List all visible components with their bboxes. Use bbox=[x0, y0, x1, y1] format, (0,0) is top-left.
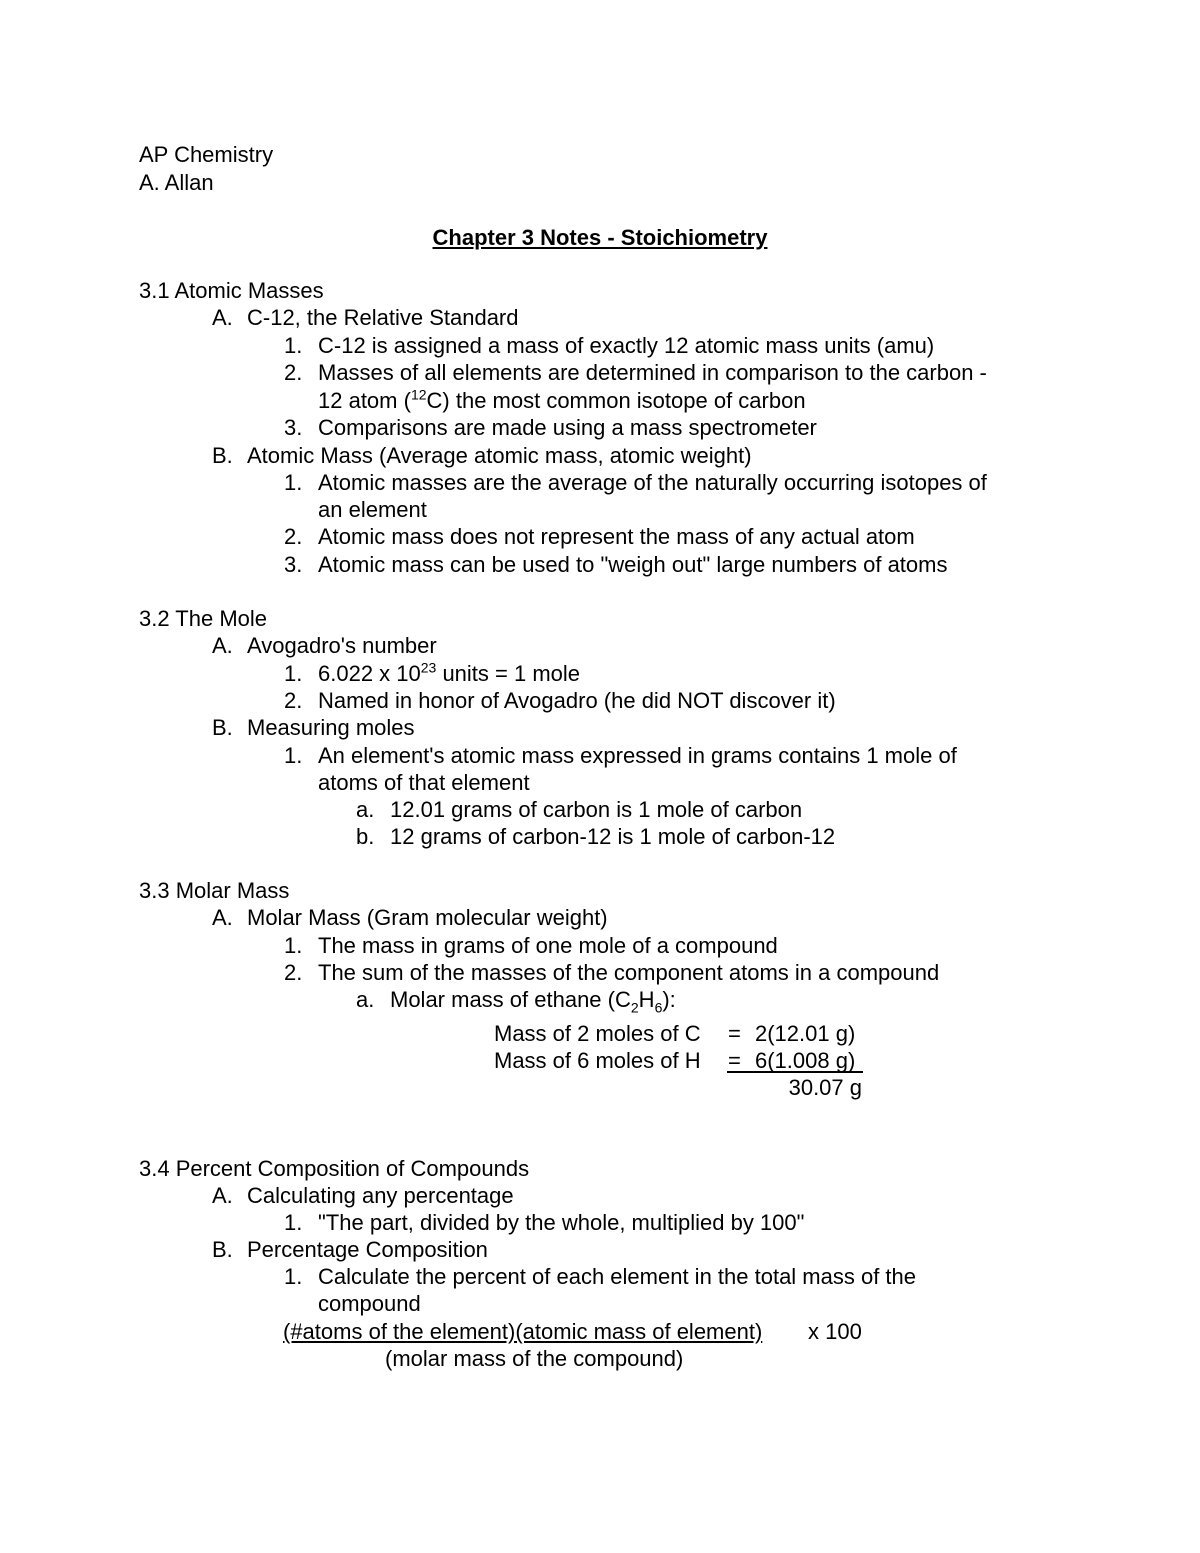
page-title: Chapter 3 Notes - Stoichiometry bbox=[432, 225, 768, 250]
list-marker: 3. bbox=[284, 415, 303, 440]
formula-denominator: (molar mass of the compound) bbox=[385, 1346, 684, 1371]
list-item-continuation: compound bbox=[318, 1291, 421, 1316]
list-item: The mass in grams of one mole of a compound bbox=[318, 933, 778, 958]
list-item: Atomic mass can be used to "weigh out" large numbers of atoms bbox=[318, 552, 948, 577]
list-marker: 1. bbox=[284, 743, 303, 768]
section-heading-3-4: 3.4 Percent Composition of Compounds bbox=[139, 1156, 530, 1181]
list-item: Percentage Composition bbox=[247, 1237, 488, 1262]
list-marker: A. bbox=[212, 633, 233, 658]
list-marker: a. bbox=[356, 987, 375, 1012]
list-marker: 2. bbox=[284, 960, 303, 985]
list-marker: A. bbox=[212, 905, 233, 930]
list-item: Calculating any percentage bbox=[247, 1183, 514, 1208]
calc-row-1-equals: = bbox=[728, 1021, 741, 1046]
exponent-superscript: 23 bbox=[420, 659, 437, 676]
list-marker: 1. bbox=[284, 470, 303, 495]
list-item-continuation: an element bbox=[318, 497, 427, 522]
list-item: Atomic Mass (Average atomic mass, atomic weight) bbox=[247, 443, 752, 468]
list-marker: 1. bbox=[284, 933, 303, 958]
calc-row-2-value: 6(1.008 g) bbox=[755, 1048, 856, 1073]
list-marker: 1. bbox=[284, 1210, 303, 1235]
list-item: C-12, the Relative Standard bbox=[247, 305, 519, 330]
list-item: Named in honor of Avogadro (he did NOT discover it) bbox=[318, 688, 836, 713]
list-item: C-12 is assigned a mass of exactly 12 atomic mass units (amu) bbox=[318, 333, 935, 358]
section-heading-3-3: 3.3 Molar Mass bbox=[139, 878, 290, 903]
calc-row-2-label: Mass of 6 moles of H bbox=[494, 1048, 701, 1073]
sum-underline bbox=[727, 1071, 863, 1073]
calc-total: 30.07 g bbox=[788, 1075, 862, 1100]
list-marker: b. bbox=[356, 824, 375, 849]
list-item: 6.022 x $10^{23}$ units = 1 mole bbox=[318, 659, 581, 686]
author-name: A. Allan bbox=[139, 170, 214, 195]
calc-row-1-label: Mass of 2 moles of C bbox=[494, 1021, 701, 1046]
list-marker: 2. bbox=[284, 688, 303, 713]
list-item-continuation: 12 atom ($^{12}$C) the most common isotope of carbon bbox=[318, 386, 806, 413]
list-marker: B. bbox=[212, 1237, 233, 1262]
list-marker: 2. bbox=[284, 524, 303, 549]
course-name: AP Chemistry bbox=[139, 142, 274, 167]
list-item: Comparisons are made using a mass spectrometer bbox=[318, 415, 817, 440]
list-item: Calculate the percent of each element in the total mass of the bbox=[318, 1264, 917, 1289]
list-item-continuation: atoms of that element bbox=[318, 770, 530, 795]
list-marker: 1. bbox=[284, 661, 303, 686]
list-marker: 2. bbox=[284, 360, 303, 385]
list-marker: B. bbox=[212, 443, 233, 468]
list-marker: A. bbox=[212, 305, 233, 330]
list-item: Measuring moles bbox=[247, 715, 415, 740]
calc-row-1-value: 2(12.01 g) bbox=[755, 1021, 856, 1046]
list-marker: a. bbox=[356, 797, 375, 822]
isotope-superscript: 12 bbox=[410, 386, 427, 403]
list-item: Atomic masses are the average of the naturally occurring isotopes of bbox=[318, 470, 987, 495]
section-heading-3-2: 3.2 The Mole bbox=[139, 606, 268, 631]
formula-times-100: x 100 bbox=[808, 1319, 862, 1344]
list-marker: 1. bbox=[284, 333, 303, 358]
formula-numerator: (#atoms of the element)(atomic mass of element) bbox=[283, 1319, 763, 1344]
list-item: Molar Mass (Gram molecular weight) bbox=[247, 905, 608, 930]
list-item: Masses of all elements are determined in comparison to the carbon - bbox=[318, 360, 987, 385]
section-heading-3-1: 3.1 Atomic Masses bbox=[139, 278, 324, 303]
list-marker: B. bbox=[212, 715, 233, 740]
list-item: The sum of the masses of the component atoms in a compound bbox=[318, 960, 940, 985]
list-item: Atomic mass does not represent the mass of any actual atom bbox=[318, 524, 915, 549]
list-item: Avogadro's number bbox=[247, 633, 437, 658]
list-item: "The part, divided by the whole, multiplied by 100" bbox=[318, 1210, 805, 1235]
calc-row-2-equals: = bbox=[728, 1048, 741, 1073]
list-item: 12.01 grams of carbon is 1 mole of carbon bbox=[390, 797, 803, 822]
list-item: 12 grams of carbon-12 is 1 mole of carbon-12 bbox=[390, 824, 836, 849]
list-marker: 3. bbox=[284, 552, 303, 577]
list-marker: 1. bbox=[284, 1264, 303, 1289]
list-item: Molar mass of ethane $(C_2H_6)$: bbox=[390, 987, 676, 1016]
list-marker: A. bbox=[212, 1183, 233, 1208]
list-item: An element's atomic mass expressed in grams contains 1 mole of bbox=[318, 743, 957, 768]
